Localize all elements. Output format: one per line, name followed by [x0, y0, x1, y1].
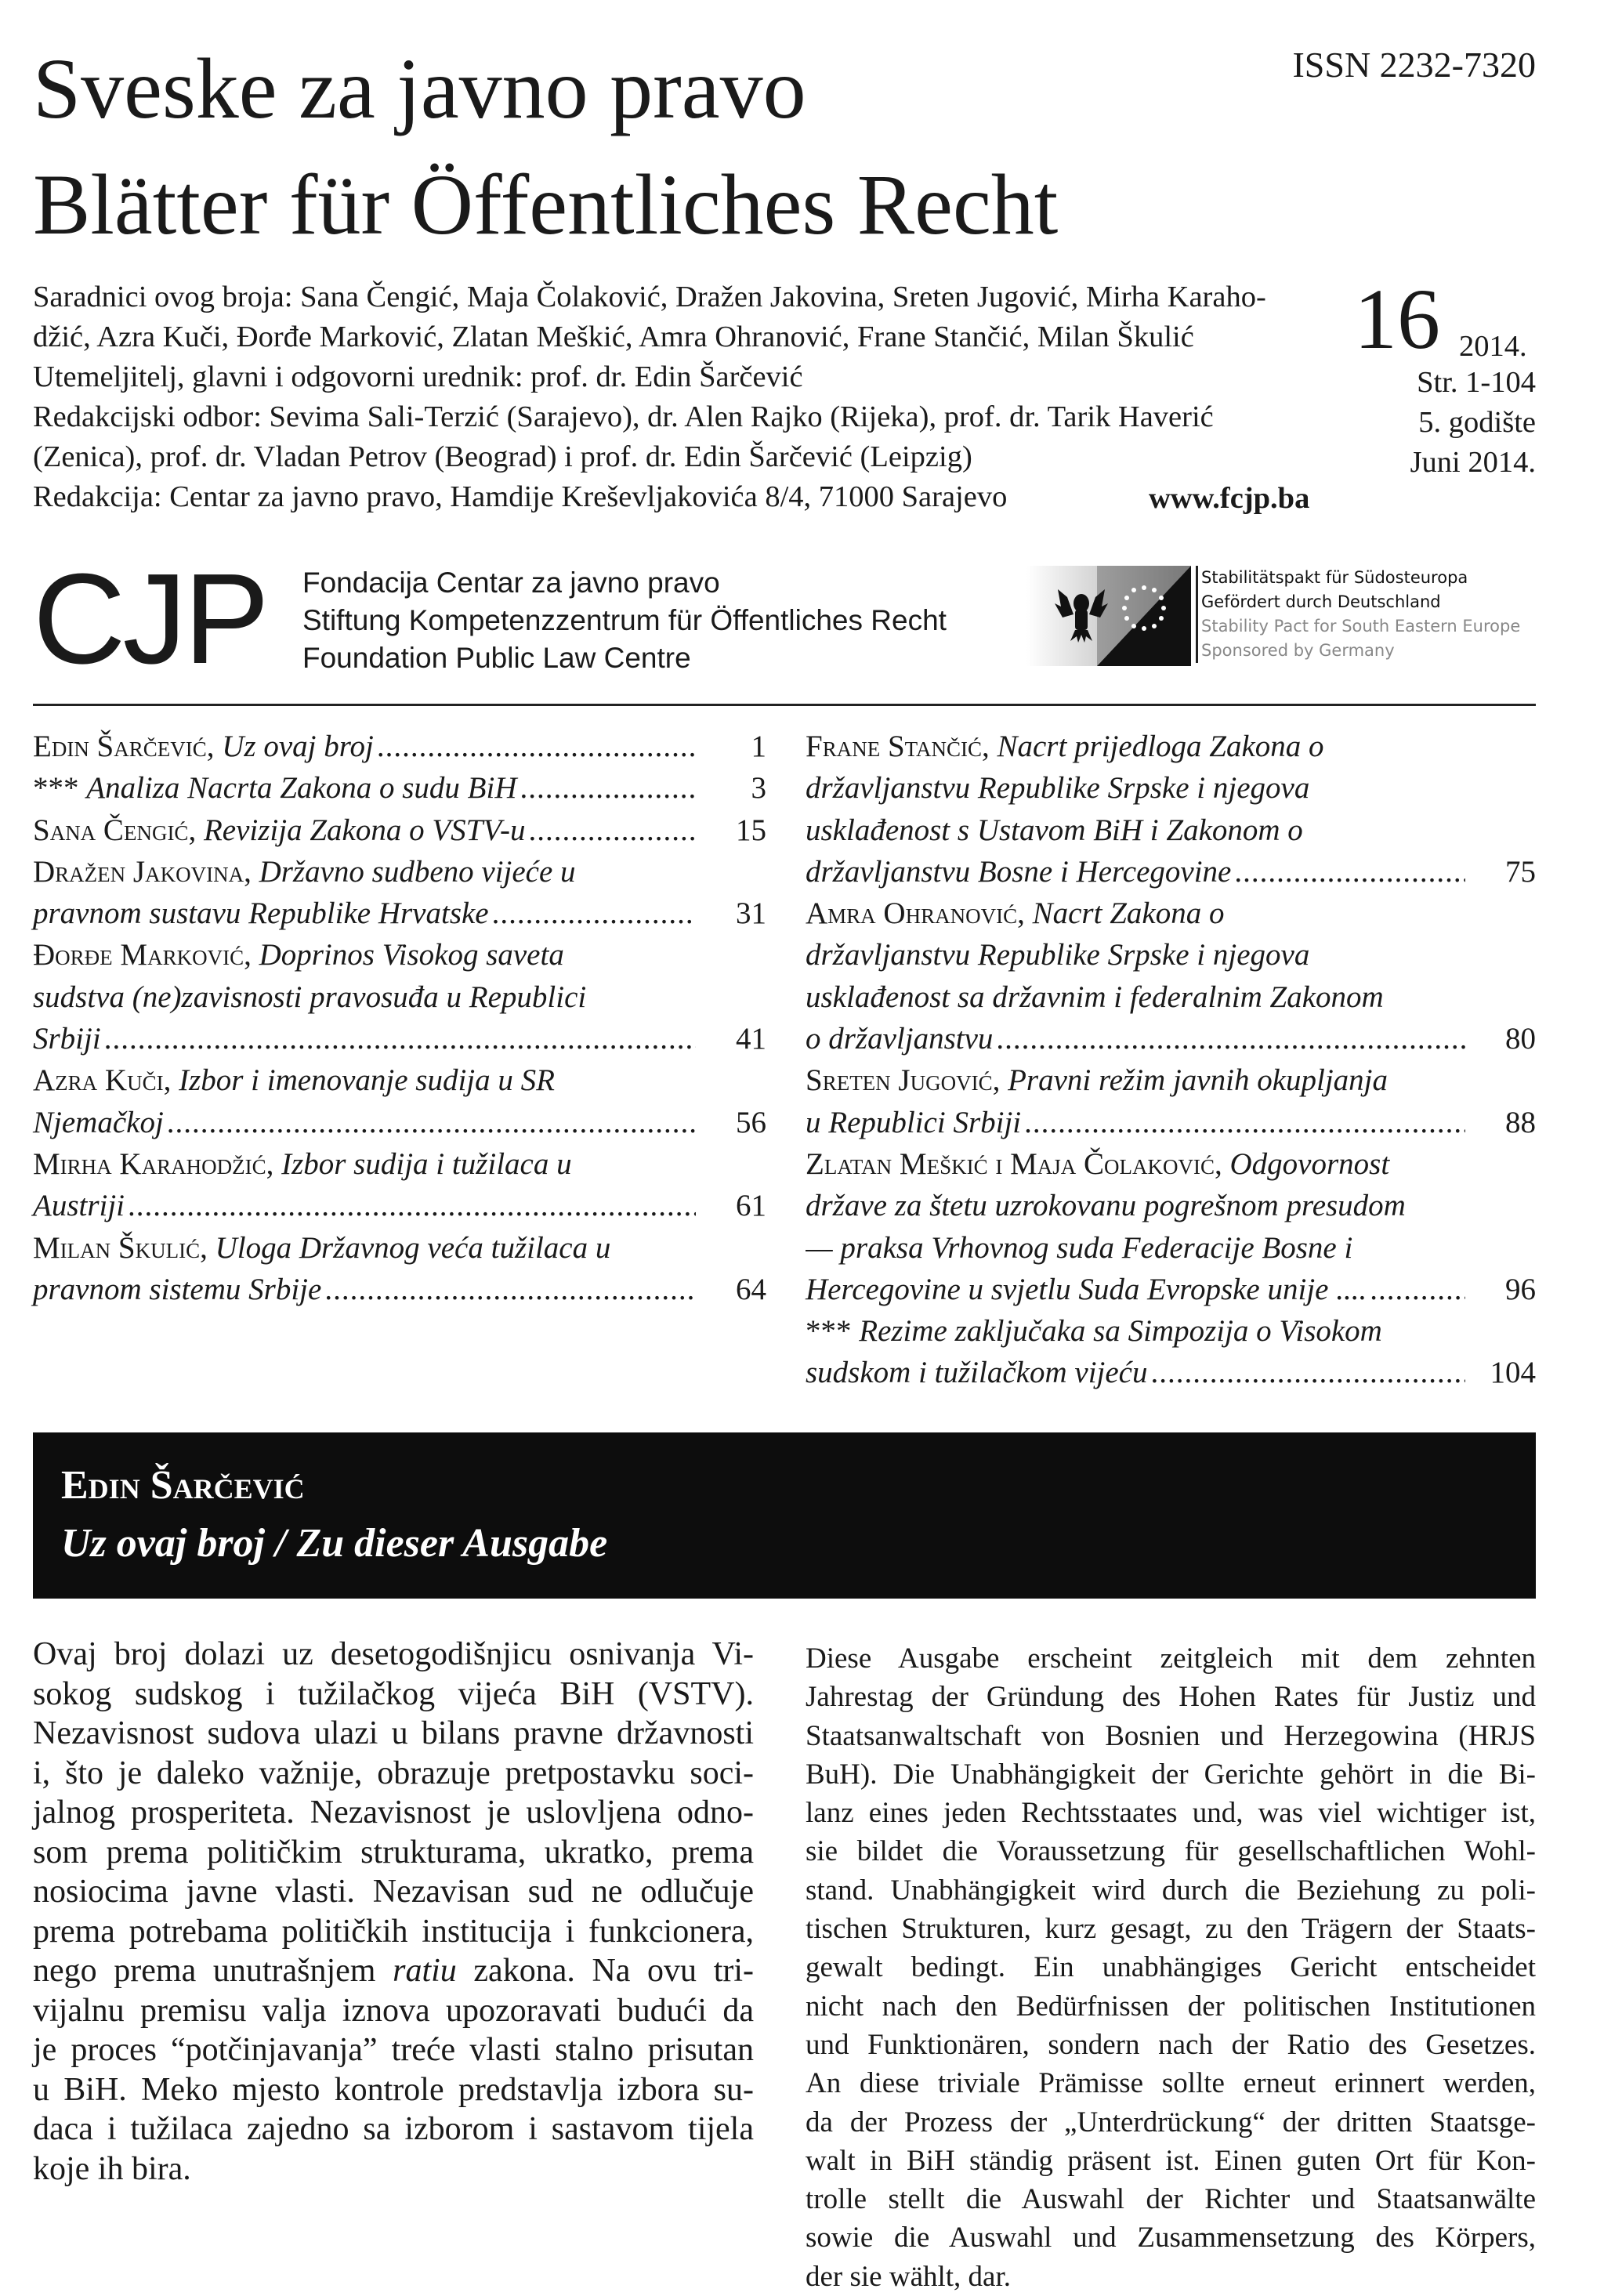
text-line: som prema političkim strukturama, ukratko, prema	[33, 1834, 754, 1870]
text-line: jalnog prosperiteta. Nezavisnost je uslovljena odno-	[33, 1794, 754, 1831]
toc-page-number: 64	[736, 1272, 766, 1306]
text-line: vijalnu premisu valja iznova upozoravati budući da	[33, 1992, 754, 2029]
toc-entry[interactable]: Frane Stančić, Nacrt prijedloga Zakona o državljanstvu Republike Srpske i njegova usklađenost s Ustavom BiH i Zakonom o državljanstvu Bosne i Hercegovine ..... 75	[806, 726, 1536, 893]
toc-title: o državljanstvu	[806, 1022, 994, 1056]
toc-entry[interactable]: Azra Kuči, Izbor i imenovanje sudija u SR Njemačkoj ..... 56	[33, 1059, 766, 1143]
text-line: Ovaj broj dolazi uz desetogodišnjicu osnivanja Vi-	[33, 1636, 754, 1672]
text-line: tischen Strukturen, kurz gesagt, zu den Trägern der Staats-	[806, 1913, 1536, 1946]
masthead-line: Redakcija: Centar za javno pravo, Hamdije Kreševljakovića 8/4, 71000 Sarajevo	[33, 480, 1008, 513]
toc-title: Analiza Nacrta Zakona o sudu BiH	[86, 771, 517, 806]
toc-page-number: 104	[1490, 1356, 1536, 1390]
text-line: sie bildet die Voraussetzung für gesellschaftlichen Wohl-	[806, 1835, 1536, 1868]
pact-line: Gefördert durch Deutschland	[1201, 592, 1441, 611]
masthead-line: (Zenica), prof. dr. Vladan Petrov (Beograd) i prof. dr. Edin Šarčević (Leipzig)	[33, 440, 972, 473]
text-line: Staatsanwaltschaft von Bosnien und Herzegowina (HRJS	[806, 1719, 1536, 1752]
toc-page-number: 75	[1505, 854, 1536, 889]
article-title: Uz ovaj broj / Zu dieser Ausgabe	[61, 1521, 608, 1566]
toc-page-number: 61	[736, 1189, 766, 1223]
toc-leader-dots	[520, 767, 696, 809]
toc-page-number: 3	[751, 771, 766, 806]
toc-author: Mirha Karahodžić	[33, 1146, 266, 1181]
toc-title: Hercegovine u svjetlu Suda Evropske unije ....	[806, 1272, 1367, 1306]
toc-title: države za štetu uzrokovanu pogrešnom presudom	[806, 1189, 1406, 1223]
toc-entry[interactable]: Sreten Jugović, Pravni režim javnih okupljanja u Republici Srbiji ..... 88	[806, 1059, 1536, 1143]
toc-title: Rezime zaključaka sa Simpozija o Visokom	[859, 1314, 1382, 1349]
toc-leader-dots	[1150, 1352, 1465, 1393]
toc-title: usklađenost s Ustavom BiH i Zakonom o	[806, 813, 1303, 847]
toc-left-column	[33, 726, 766, 1310]
toc-title: Austriji	[33, 1189, 125, 1223]
issue-year: 2014.	[1459, 330, 1527, 363]
text-line: stand. Unabhängigkeit wird durch die Beziehung zu poli-	[806, 1874, 1536, 1907]
text-line: und Funktionären, sondern nach der Ratio des Gesetzes.	[806, 2028, 1536, 2061]
pact-line: Stability Pact for South Eastern Europe	[1201, 617, 1521, 636]
journal-title-german: Blätter für Öffentliches Recht	[33, 157, 1059, 252]
toc-title: Pravni režim javnih okupljanja	[1008, 1063, 1388, 1098]
toc-title: Odgovornost	[1229, 1146, 1390, 1181]
issue-pages: Str. 1-104	[1417, 366, 1536, 399]
toc-page-number: 41	[736, 1022, 766, 1056]
toc-entry[interactable]	[806, 1310, 1536, 1394]
text-line: nego prema unutrašnjem ratiu zakona. Na ovu tri-	[33, 1953, 754, 1989]
article-text-bosnian	[33, 1635, 754, 2189]
foundation-names	[302, 564, 947, 677]
toc-entry[interactable]: Milan Škulić, Uloga Državnog veća tužilaca u pravnom sistemu Srbije ..... 64	[33, 1227, 766, 1311]
text-line: der sie wählt, dar.	[806, 2260, 1011, 2293]
toc-page-number: 96	[1505, 1272, 1536, 1306]
toc-author: ***	[806, 1314, 852, 1349]
toc-author: Sreten Jugović	[806, 1063, 993, 1098]
toc-title: Nacrt prijedloga Zakona o	[997, 730, 1324, 763]
text-line: Jahrestag der Gründung des Hohen Rates für Justiz und	[806, 1681, 1536, 1714]
text-line: trolle stellt die Auswahl der Richter und Staatsanwälte	[806, 2183, 1536, 2216]
article-author: Edin Šarčević	[61, 1463, 305, 1508]
header-divider	[33, 704, 1536, 706]
text-line: sokog sudskog i tužilačkog vijeća BiH (VSTV).	[33, 1675, 754, 1712]
toc-author: Edin Šarčević	[33, 730, 207, 763]
toc-title: sudstva (ne)zavisnosti pravosuđa u Republici	[33, 980, 587, 1014]
toc-title: Revizija Zakona o VSTV-u	[203, 813, 526, 847]
text-line: daca i tužilaca zajedno sa izborom i sastavom tijela	[33, 2111, 754, 2147]
toc-author: Amra Ohranović	[806, 896, 1018, 931]
toc-leader-dots	[492, 893, 696, 934]
toc-title: pravnom sistemu Srbije	[33, 1272, 322, 1306]
toc-author: Frane Stančić	[806, 730, 982, 763]
text-line: BuH). Die Unabhängigkeit der Gerichte gehört in die Bi-	[806, 1758, 1536, 1791]
toc-title: državljanstvu Republike Srpske i njegova	[806, 771, 1310, 806]
pact-line: Sponsored by Germany	[1201, 641, 1395, 660]
article-banner	[33, 1432, 1536, 1599]
toc-title: pravnom sustavu Republike Hrvatske	[33, 896, 489, 931]
toc-leader-dots	[1024, 1102, 1465, 1143]
toc-author: Dražen Jakovina	[33, 854, 244, 889]
german-eagle-eu-stars-emblem-icon	[1026, 566, 1191, 666]
toc-title: usklađenost sa državnim i federalnim Zakonom	[806, 980, 1384, 1014]
toc-entry[interactable]: Edin Šarčević, Uz ovaj broj ..... 1	[33, 726, 766, 767]
toc-leader-dots	[996, 1018, 1465, 1059]
toc-title: Uloga Državnog veća tužilaca u	[215, 1230, 611, 1265]
toc-page-number: 15	[736, 813, 766, 847]
toc-leader-dots	[1234, 851, 1465, 893]
toc-author: Zlatan Meškić i Maja Čolaković	[806, 1146, 1215, 1181]
journal-title-bosnian: Sveske za javno pravo	[33, 41, 806, 136]
toc-leader-dots	[167, 1102, 696, 1143]
toc-title: Izbor sudija i tužilaca u	[281, 1146, 572, 1181]
toc-title: Izbor i imenovanje sudija u SR	[179, 1063, 555, 1098]
article-text-german	[806, 1639, 1536, 2296]
text-line: gewalt bedingt. Ein unabhängiges Gericht entscheidet	[806, 1951, 1536, 1984]
toc-title: Nacrt Zakona o	[1032, 896, 1225, 931]
text-line: koje ih bira.	[33, 2150, 191, 2187]
text-line: nosiocima javne vlasti. Nezavisan sud ne odlučuje	[33, 1874, 754, 1910]
toc-title: Doprinos Visokog saveta	[259, 938, 564, 972]
toc-entry[interactable]	[33, 767, 766, 809]
masthead-line: Saradnici ovog broja: Sana Čengić, Maja Čolaković, Dražen Jakovina, Sreten Jugović, Mirha Karaho-	[33, 281, 1266, 313]
toc-author: Đorđe Marković	[33, 938, 244, 972]
text-line: Nezavisnost sudova ulazi u bilans pravne državnosti	[33, 1715, 754, 1751]
toc-leader-dots	[529, 809, 696, 851]
toc-entry[interactable]: Sana Čengić, Revizija Zakona o VSTV-u ..... 15	[33, 809, 766, 851]
toc-entry[interactable]: Mirha Karahodžić, Izbor sudija i tužilaca u Austriji ..... 61	[33, 1143, 766, 1227]
toc-leader-dots	[1370, 1269, 1465, 1310]
toc-title: Srbiji	[33, 1022, 101, 1056]
toc-entry[interactable]: Dražen Jakovina, Državno sudbeno vijeće u pravnom sustavu Republike Hrvatske ..... 31	[33, 851, 766, 935]
toc-title: Državno sudbeno vijeće u	[259, 854, 576, 889]
toc-author: Milan Škulić	[33, 1230, 201, 1265]
toc-leader-dots	[128, 1185, 696, 1226]
toc-title: Uz ovaj broj	[222, 730, 374, 763]
toc-title: sudskom i tužilačkom vijeću	[806, 1356, 1148, 1390]
toc-title: državljanstvu Republike Srpske i njegova	[806, 938, 1310, 972]
toc-leader-dots	[104, 1018, 696, 1059]
text-line: An diese triviale Prämisse sollte erneut erinnert werden,	[806, 2067, 1536, 2100]
toc-page-number: 1	[751, 730, 766, 763]
text-line: walt in BiH ständig präsent ist. Einen guten Ort für Kon-	[806, 2144, 1536, 2177]
cjp-logo: CJP	[33, 547, 266, 690]
toc-page-number: 56	[736, 1105, 766, 1139]
text-line: prema potrebama političkih institucija i funkcionera,	[33, 1913, 754, 1950]
foundation-name: Stiftung Kompetenzzentrum für Öffentliches Recht	[302, 604, 947, 636]
toc-title: u Republici Srbiji	[806, 1105, 1022, 1139]
toc-author: Sana Čengić	[33, 813, 189, 847]
foundation-name: Fondacija Centar za javno pravo	[302, 567, 720, 599]
toc-title: Njemačkoj	[33, 1105, 164, 1139]
toc-entry[interactable]: Amra Ohranović, Nacrt Zakona o državljanstvu Republike Srpske i njegova usklađenost sa državnim i federalnim Zakonom o državljanstvu ..... 80	[806, 893, 1536, 1059]
text-line: i, što je daleko važnije, obrazuje pretpostavku soci-	[33, 1755, 754, 1791]
masthead-line: džić, Azra Kuči, Đorđe Marković, Zlatan Meškić, Amra Ohranović, Frane Stančić, Milan Škulić	[33, 320, 1194, 353]
issue-date: Juni 2014.	[1410, 446, 1536, 479]
text-line: Diese Ausgabe erscheint zeitgleich mit dem zehnten	[806, 1642, 1536, 1675]
toc-page-number: 31	[736, 896, 766, 931]
toc-title: — praksa Vrhovnog suda Federacije Bosne i	[806, 1230, 1353, 1265]
issue-info	[1348, 363, 1536, 483]
text-line: je proces “potčinjavanja” treće vlasti stalno prisutan	[33, 2032, 754, 2068]
toc-author: ***	[33, 771, 79, 806]
pact-line: Stabilitätspakt für Südosteuropa	[1201, 568, 1468, 587]
issue-volume: 5. godište	[1418, 406, 1536, 439]
toc-page-number: 88	[1505, 1105, 1536, 1139]
text-line: nicht nach den Bedürfnissen der politischen Institutionen	[806, 1990, 1536, 2023]
text-line: u BiH. Meko mjesto kontrole predstavlja izbora su-	[33, 2071, 754, 2108]
toc-entry[interactable]: Zlatan Meškić i Maja Čolaković, Odgovornost države za štetu uzrokovanu pogrešnom presudom — praksa Vrhovnog suda Federacije Bosne i Hercegovine u svjetlu Suda Evropske unije .... ..... 96	[806, 1143, 1536, 1310]
text-line: sowie die Auswahl und Zusammensetzung des Körpers,	[806, 2222, 1536, 2254]
website-link[interactable]: www.fcjp.ba	[1149, 482, 1310, 515]
toc-leader-dots	[377, 726, 696, 767]
masthead-line: Redakcijski odbor: Sevima Sali-Terzić (Sarajevo), dr. Alen Rajko (Rijeka), prof. dr. Tarik Haverić	[33, 400, 1214, 433]
toc-leader-dots	[324, 1269, 696, 1310]
masthead	[33, 277, 1334, 517]
toc-entry[interactable]: Đorđe Marković, Doprinos Visokog saveta sudstva (ne)zavisnosti pravosuđa u Republici Srbiji ..... 41	[33, 934, 766, 1059]
issue-number: 16	[1354, 271, 1440, 367]
foundation-name: Foundation Public Law Centre	[302, 642, 691, 674]
masthead-line: Utemeljitelj, glavni i odgovorni urednik: prof. dr. Edin Šarčević	[33, 360, 803, 393]
toc-title: državljanstvu Bosne i Hercegovine	[806, 854, 1232, 889]
issn: ISSN 2232-7320	[1292, 45, 1536, 85]
text-line: lanz eines jeden Rechtsstaates und, was viel wichtiger ist,	[806, 1797, 1536, 1830]
toc-right-column	[806, 726, 1536, 1394]
stability-pact-text	[1196, 566, 1520, 663]
toc-page-number: 80	[1505, 1022, 1536, 1056]
text-line: da der Prozess der „Unterdrückung“ der dritten Staatsge-	[806, 2106, 1536, 2138]
toc-author: Azra Kuči	[33, 1063, 164, 1098]
